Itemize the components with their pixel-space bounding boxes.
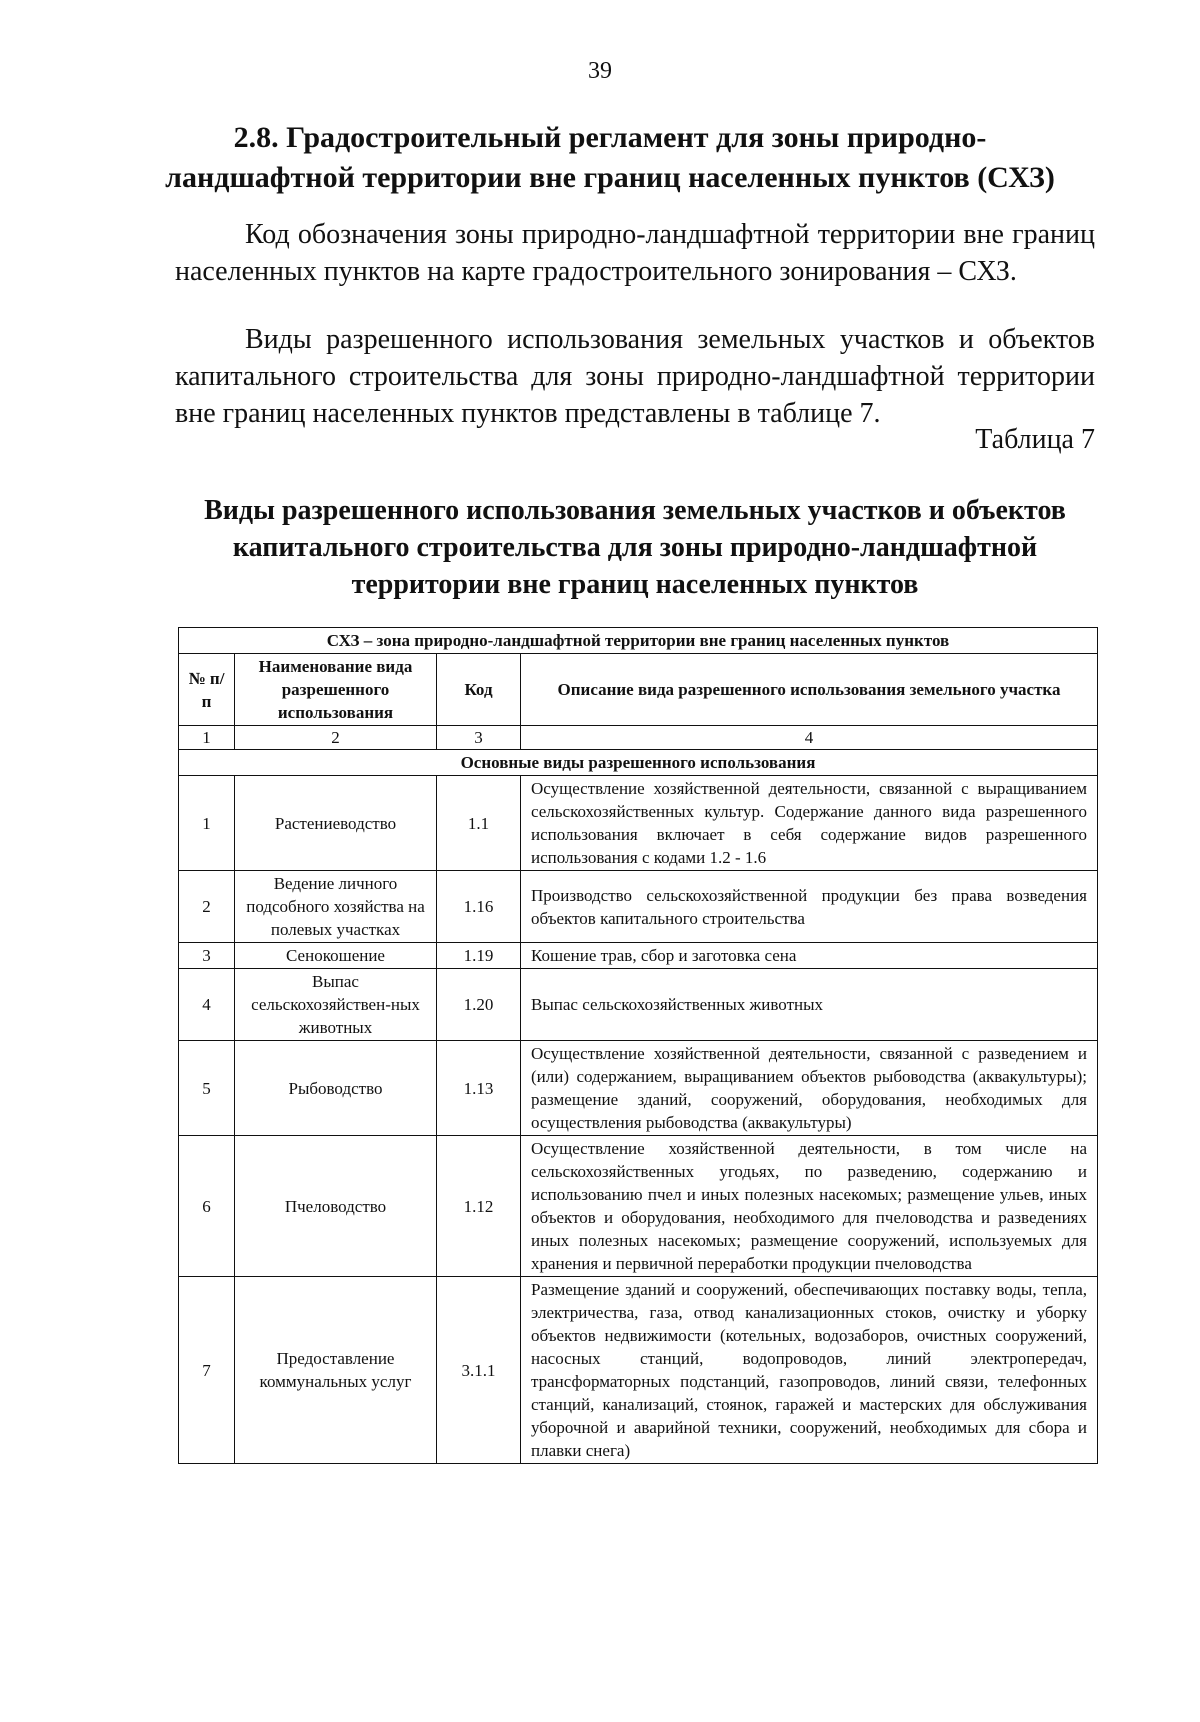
row-description: Осуществление хозяйственной деятельности, связанной с выращиванием сельскохозяйственных культур. Содержание данного вида разрешенного использования включает в себя содержание видов разрешенного использования с кодами 1.2 - 1.6 [521, 776, 1098, 871]
page-number: 39 [588, 58, 612, 84]
table-title: Виды разрешенного использования земельных участков и объектов капитального строительства для зоны природно-ландшафтной территории вне границ населенных пунктов [204, 495, 1066, 600]
row-description: Выпас сельскохозяйственных животных [521, 969, 1098, 1041]
row-name: Ведение личного подсобного хозяйства на полевых участках [235, 871, 437, 943]
row-num: 4 [179, 969, 235, 1041]
column-header-num: № п/п [179, 654, 235, 726]
column-number: 4 [521, 726, 1098, 750]
column-header-description: Описание вида разрешенного использования земельного участка [521, 654, 1098, 726]
row-code: 3.1.1 [437, 1277, 521, 1464]
row-code: 1.12 [437, 1136, 521, 1277]
row-num: 7 [179, 1277, 235, 1464]
row-name: Сенокошение [235, 943, 437, 969]
row-description: Осуществление хозяйственной деятельности, в том числе на сельскохозяйственных угодьях, по разведению, содержанию и использованию пчел и иных полезных насекомых; размещение ульев, иных объектов и оборудования, необходимого для пчеловодства и разведениях иных полезных насекомых; размещение сооружений, используемых для хранения и первичной переработки продукции пчеловодства [521, 1136, 1098, 1277]
row-code: 1.16 [437, 871, 521, 943]
permitted-uses-table [178, 627, 1098, 1464]
paragraph-zone-code: Код обозначения зоны природно-ландшафтной территории вне границ населенных пунктов на карте градостроительного зонирования – СХЗ. [175, 219, 1095, 287]
row-code: 1.13 [437, 1041, 521, 1136]
section-heading: 2.8. Градостроительный регламент для зоны природно-ландшафтной территории вне границ населенных пунктов (СХЗ) [165, 121, 1055, 194]
column-header-code: Код [437, 654, 521, 726]
row-description: Кошение трав, сбор и заготовка сена [521, 943, 1098, 969]
table-row [179, 943, 1098, 969]
row-num: 3 [179, 943, 235, 969]
row-description: Производство сельскохозяйственной продукции без права возведения объектов капитального строительства [521, 871, 1098, 943]
row-code: 1.20 [437, 969, 521, 1041]
column-number: 2 [235, 726, 437, 750]
table-row [179, 871, 1098, 943]
table-row [179, 1277, 1098, 1464]
column-header-name: Наименование вида разрешенного использования [235, 654, 437, 726]
table-row [179, 1136, 1098, 1277]
table-row [179, 1041, 1098, 1136]
row-num: 6 [179, 1136, 235, 1277]
row-num: 5 [179, 1041, 235, 1136]
row-name: Растениеводство [235, 776, 437, 871]
row-description: Осуществление хозяйственной деятельности, связанной с разведением и (или) содержанием, выращиванием объектов рыбоводства (аквакультуры); размещение зданий, сооружений, оборудования, необходимых для осуществления рыбоводства (аквакультуры) [521, 1041, 1098, 1136]
column-number: 3 [437, 726, 521, 750]
column-number: 1 [179, 726, 235, 750]
column-header-row [179, 654, 1098, 726]
paragraph-permitted-uses: Виды разрешенного использования земельных участков и объектов капитального строительства для зоны природно-ландшафтной территории вне границ населенных пунктов представлены в таблице 7. [175, 324, 1095, 429]
group-header: Основные виды разрешенного использования [179, 750, 1098, 776]
column-number-row [179, 726, 1098, 750]
row-description: Размещение зданий и сооружений, обеспечивающих поставку воды, тепла, электричества, газа, отвод канализационных стоков, очистку и уборку объектов недвижимости (котельных, водозаборов, очистных сооружений, насосных станций, водопроводов, линий электропередач, трансформаторных подстанций, газопроводов, линий связи, телефонных станций, канализаций, стоянок, гаражей и мастерских для обслуживания уборочной и аварийной техники, сооружений, необходимых для сбора и плавки снега) [521, 1277, 1098, 1464]
row-num: 2 [179, 871, 235, 943]
table-row [179, 776, 1098, 871]
row-name: Рыбоводство [235, 1041, 437, 1136]
table-row [179, 969, 1098, 1041]
row-name: Выпас сельскохозяйствен-ных животных [235, 969, 437, 1041]
row-name: Предоставление коммунальных услуг [235, 1277, 437, 1464]
row-num: 1 [179, 776, 235, 871]
zone-header: СХЗ – зона природно-ландшафтной территории вне границ населенных пунктов [179, 628, 1098, 654]
row-code: 1.19 [437, 943, 521, 969]
row-code: 1.1 [437, 776, 521, 871]
table-caption: Таблица 7 [975, 424, 1095, 455]
row-name: Пчеловодство [235, 1136, 437, 1277]
